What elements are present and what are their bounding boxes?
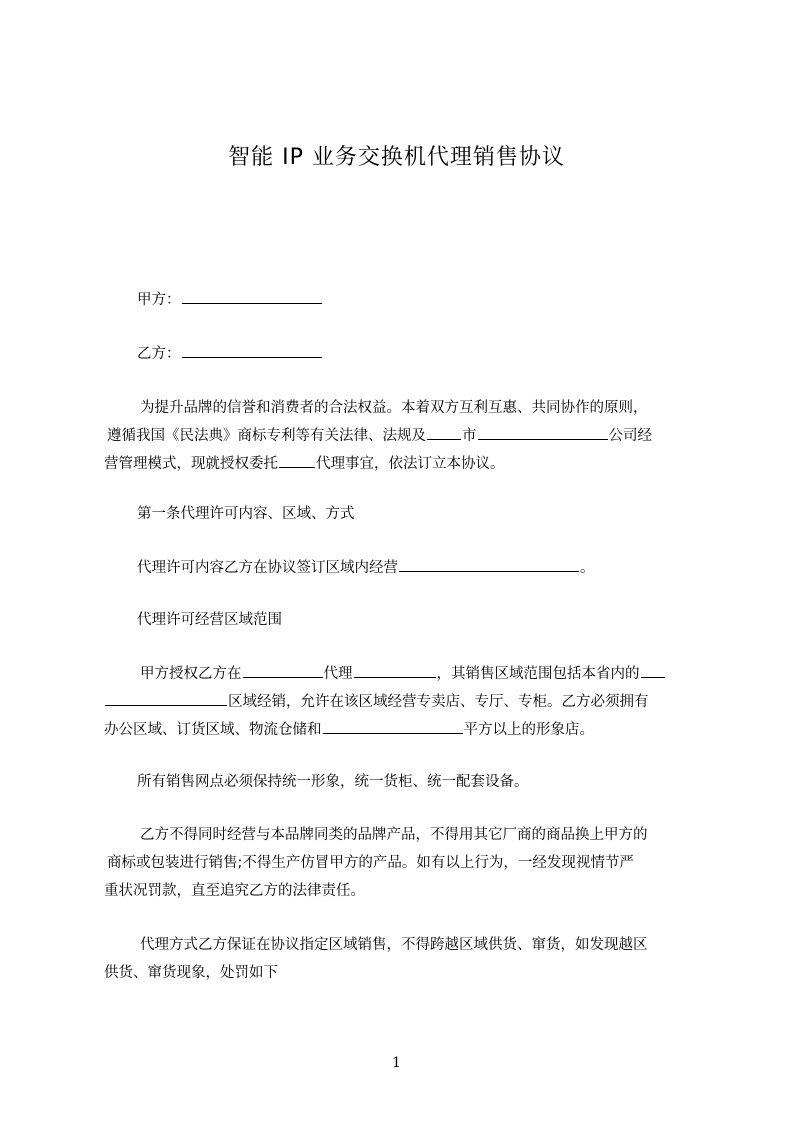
area-blank <box>323 719 463 734</box>
region-blank-start <box>105 691 227 706</box>
agency-blank <box>279 453 315 468</box>
party-a-blank <box>182 289 322 304</box>
license-content-line <box>137 553 737 583</box>
intro-line-2-text-c: 公司经 <box>608 428 652 444</box>
intro-line-2 <box>107 421 707 451</box>
page-number: 1 <box>392 1055 401 1071</box>
region-line-3-text-b: 平方以上的形象店。 <box>463 722 594 738</box>
company-blank <box>478 425 608 440</box>
party-b-label: 乙方： <box>137 346 181 362</box>
method-line-2: 供货、窜货现象，处罚如下 <box>104 965 278 981</box>
party-b-line <box>137 339 737 369</box>
prohibit-line-3: 重状况罚款，直至追究乙方的法律责任。 <box>104 883 365 899</box>
party-b-blank <box>182 343 322 358</box>
intro-line-3-text-a: 营管理模式，现就授权委托 <box>104 456 278 472</box>
city-agency-blank <box>354 663 436 678</box>
uniform-paragraph: 所有销售网点必须保持统一形象，统一货柜、统一配套设备。 <box>137 774 529 790</box>
intro-line-2-text-a: 遵循我国《民法典》商标专利等有关法律、法规及 <box>107 428 426 444</box>
region-line-3 <box>104 715 704 745</box>
license-content-blank <box>399 557 579 572</box>
license-content-text: 代理许可内容乙方在协议签订区域内经营 <box>137 560 398 576</box>
license-region-title: 代理许可经营区域范围 <box>137 612 282 628</box>
region-line-3-text-a: 办公区域、订货区域、物流仓储和 <box>104 722 322 738</box>
prohibit-line-2: 商标或包装进行销售;不得生产仿冒甲方的产品。如有以上行为，一经发现视情节严 <box>107 855 634 871</box>
prohibit-line-1: 乙方不得同时经营与本品牌同类的品牌产品，不得用其它厂商的商品换上甲方的 <box>140 827 648 843</box>
intro-line-1: 为提升品牌的信誉和消费者的合法权益。本着双方互利互惠、共同协作的原则， <box>140 400 648 416</box>
method-line-1: 代理方式乙方保证在协议指定区域销售，不得跨越区域供货、窜货，如发现越区 <box>140 937 648 953</box>
intro-line-3-text-b: 代理事宜，依法订立本协议。 <box>316 456 505 472</box>
intro-line-2-text-b: 市 <box>462 428 477 444</box>
province-blank <box>243 663 323 678</box>
article-1-title: 第一条代理许可内容、区域、方式 <box>137 506 355 522</box>
intro-line-3 <box>104 449 704 479</box>
region-line-2 <box>104 687 704 717</box>
region-line-1-text-a: 甲方授权乙方在 <box>140 666 242 682</box>
region-line-1-text-b: 代理 <box>323 666 353 682</box>
party-a-line <box>137 285 737 315</box>
region-line-1-text-c: ，其销售区域范围包括本省内的 <box>436 666 640 682</box>
license-content-period: 。 <box>580 560 595 576</box>
party-a-label: 甲方： <box>137 292 181 308</box>
region-line-1 <box>140 659 740 689</box>
region-line-2-text: 区域经销，允许在该区域经营专卖店、专厅、专柜。乙方必须拥有 <box>228 694 649 710</box>
city-blank <box>427 425 461 440</box>
document-title: 智能 IP 业务交换机代理销售协议 <box>228 145 565 170</box>
region-blank-end <box>641 663 665 678</box>
